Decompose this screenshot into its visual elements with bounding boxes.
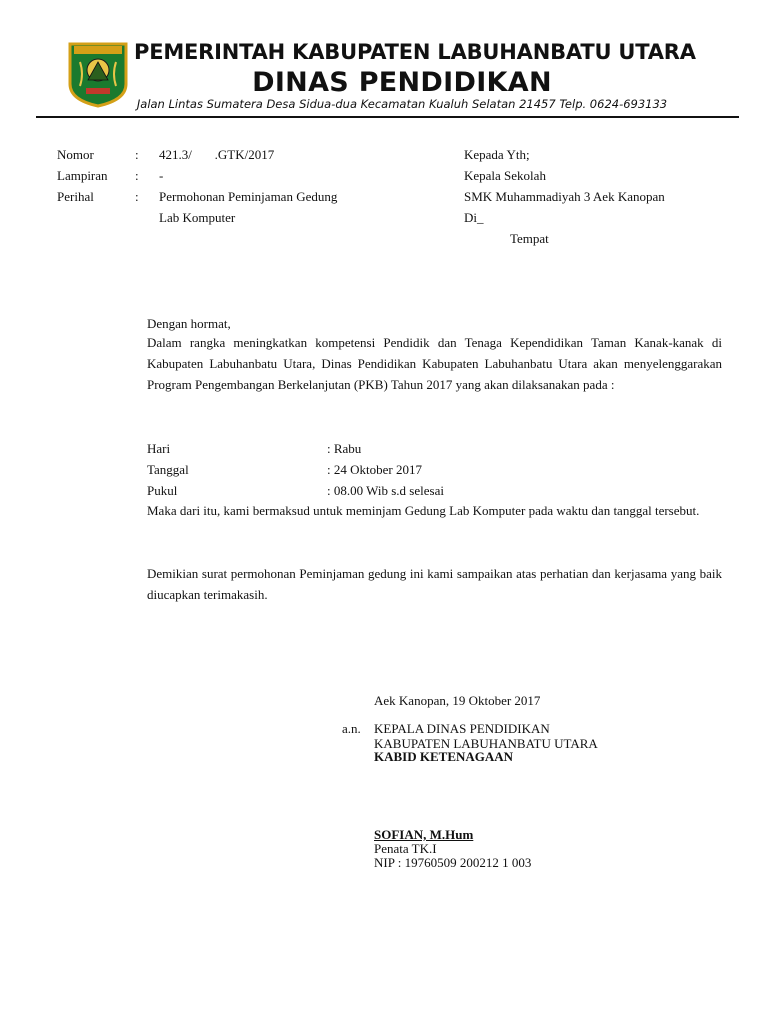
recipient-line1: Kepada Yth; [464,147,530,162]
paragraph-2: Maka dari itu, kami bermaksud untuk meminjam Gedung Lab Komputer pada waktu dan tanggal tersebut. [147,503,700,518]
recipient-line5: Tempat [510,231,549,246]
recipient-line4: Di_ [464,210,484,225]
paragraph-1: Dalam rangka meningkatkan kompetensi Pendidik dan Tenaga Kependidikan Taman Kanak-kanak di Kabupaten Labuhanbatu Utara, Dinas Pendidikan Kabupaten Labuhanbatu Utara akan menyelenggarakan Program Pengembangan Berkelanjutan (PKB) Tahun 2017 yang akan dilaksanakan pada : [147,335,722,392]
perihal-line1: Permohonan Peminjaman Gedung [159,189,338,204]
signer-nip: NIP : 19760509 200212 1 003 [374,855,532,870]
signer-title-3: KABID KETENAGAAN [374,749,514,764]
perihal-colon: : [135,189,139,204]
greeting: Dengan hormat, [147,316,231,331]
government-title: PEMERINTAH KABUPATEN LABUHANBATU UTARA [134,40,696,64]
lampiran-value: - [159,168,164,183]
schedule-tanggal-value: : 24 Oktober 2017 [327,462,422,477]
signer-rank: Penata TK.I [374,841,437,856]
lampiran-colon: : [135,168,139,183]
signer-title-1: KEPALA DINAS PENDIDIKAN [374,721,550,736]
office-title: DINAS PENDIDIKAN [252,67,552,98]
nomor-value: 421.3/ .GTK/2017 [159,147,275,162]
signer-title-2: KABUPATEN LABUHANBATU UTARA [374,736,598,751]
schedule-tanggal-label: Tanggal [147,462,189,477]
office-address: Jalan Lintas Sumatera Desa Sidua-dua Kecamatan Kualuh Selatan 21457 Telp. 0624-693133 [136,97,668,111]
schedule-pukul-value: : 08.00 Wib s.d selesai [327,483,444,498]
nomor-label: Nomor [57,147,94,162]
letterhead-divider [36,116,739,118]
nomor-colon: : [135,147,139,162]
schedule-pukul-label: Pukul [147,483,178,498]
recipient-line3: SMK Muhammadiyah 3 Aek Kanopan [464,189,665,204]
on-behalf-label: a.n. [342,721,361,736]
perihal-line2: Lab Komputer [159,210,236,225]
perihal-label: Perihal [57,189,94,204]
schedule-hari-label: Hari [147,441,171,456]
place-date: Aek Kanopan, 19 Oktober 2017 [374,693,541,708]
schedule-hari-value: : Rabu [327,441,362,456]
signer-name: SOFIAN, M.Hum [374,827,474,842]
recipient-line2: Kepala Sekolah [464,168,546,183]
lampiran-label: Lampiran [57,168,108,183]
paragraph-3: Demikian surat permohonan Peminjaman gedung ini kami sampaikan atas perhatian dan kerjasama yang baik diucapkan terimakasih. [147,566,722,602]
